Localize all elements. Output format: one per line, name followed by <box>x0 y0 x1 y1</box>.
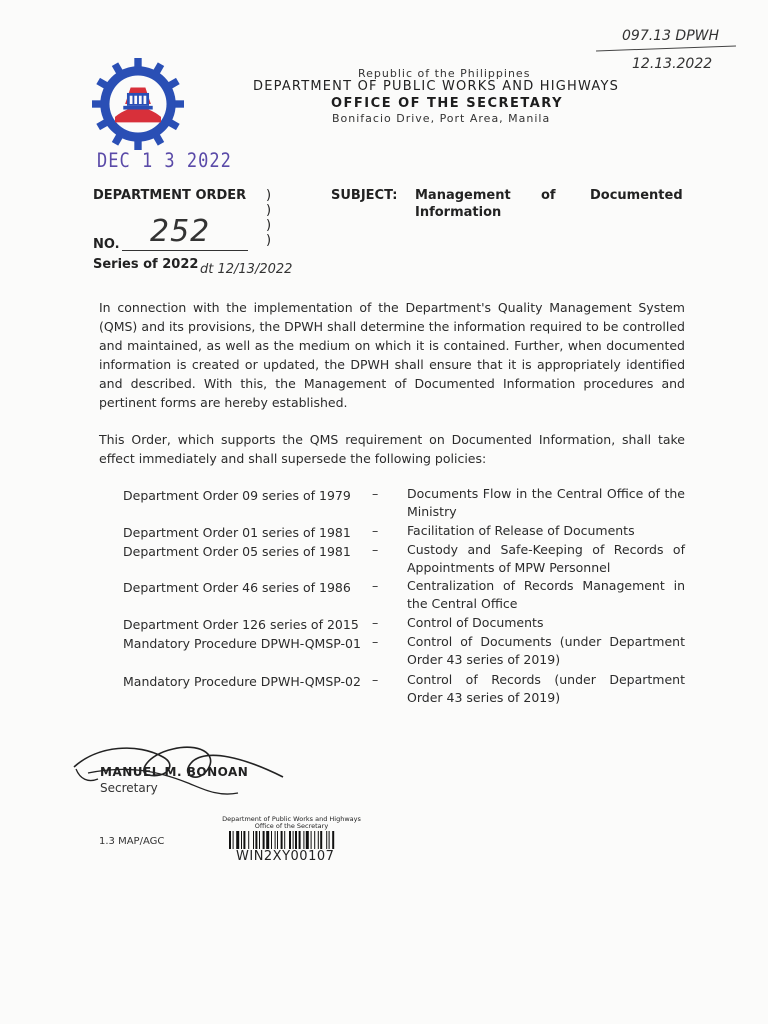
policy-title: Control of Documents <box>407 615 544 630</box>
department-heading: DEPARTMENT OF PUBLIC WORKS AND HIGHWAYS <box>253 79 620 94</box>
address-line: Bonifacio Drive, Port Area, Manila <box>332 112 551 125</box>
policy-dash: – <box>372 486 379 501</box>
subject-label: SUBJECT: <box>331 188 398 203</box>
policy-reference: Department Order 09 series of 1979 <box>123 488 351 503</box>
policy-dash: – <box>372 672 379 687</box>
handwritten-underline <box>596 46 736 52</box>
policy-dash: – <box>372 542 379 557</box>
policy-title: Documents Flow in the Central Office of the Ministry <box>407 486 685 519</box>
body-paragraph: This Order, which supports the QMS requirement on Documented Information, shall take effect immediately and shall supersede the following policies: <box>99 432 685 466</box>
handwritten-date: 12.13.2022 <box>632 56 713 72</box>
barcode-id: WIN2XY00107 <box>236 849 335 864</box>
policy-reference: Mandatory Procedure DPWH-QMSP-02 <box>123 674 361 689</box>
barcode-image <box>229 831 367 849</box>
order-number-label: NO. <box>93 237 120 252</box>
policy-title: Facilitation of Release of Documents <box>407 523 635 538</box>
series-label: Series of 2022 <box>93 257 199 272</box>
policy-dash: – <box>372 634 379 649</box>
policy-reference: Department Order 46 series of 1986 <box>123 580 351 595</box>
order-number-underline <box>122 250 248 251</box>
barcode-caption: Office of the Secretary <box>254 822 329 830</box>
body-paragraph: In connection with the implementation of the Department's Quality Management System (QMS) and its provisions, the DPWH shall determine the information required to be controlled and maintained, as well as the medium on which it is contained. Further, when documented information is created or updated, the DPWH shall ensure that it is appropriately identified and described. With this, the Management of Documented Information procedures and pertinent forms are hereby established. <box>99 300 685 410</box>
republic-heading: Republic of the Philippines <box>358 67 531 80</box>
policy-reference: Mandatory Procedure DPWH-QMSP-01 <box>123 636 361 651</box>
subject-word: Documented <box>590 188 683 203</box>
order-brackets: ) ) ) ) <box>266 188 272 248</box>
order-number-value: 252 <box>150 214 211 249</box>
subject-word: Information <box>415 205 502 220</box>
signatory-title: Secretary <box>100 781 158 795</box>
handwritten-reference: 097.13 DPWH <box>622 28 720 44</box>
policy-reference: Department Order 126 series of 2015 <box>123 617 359 632</box>
reference-code: 1.3 MAP/AGC <box>99 836 165 847</box>
date-stamp: DEC 1 3 2022 <box>97 149 232 173</box>
policy-reference: Department Order 01 series of 1981 <box>123 525 351 540</box>
barcode-caption: Department of Public Works and Highways <box>222 815 361 823</box>
policy-dash: – <box>372 523 379 538</box>
policy-title: Control of Records (under Department Order 43 series of 2019) <box>407 672 685 705</box>
handwritten-series-date: dt 12/13/2022 <box>200 262 293 277</box>
subject-word: Management <box>415 188 511 203</box>
policy-title: Centralization of Records Management in the Central Office <box>407 578 685 611</box>
dpwh-seal-logo <box>92 58 184 150</box>
department-order-label: DEPARTMENT ORDER <box>93 188 247 203</box>
policy-dash: – <box>372 578 379 593</box>
office-heading: OFFICE OF THE SECRETARY <box>331 96 564 111</box>
policy-reference: Department Order 05 series of 1981 <box>123 544 351 559</box>
policy-title: Control of Documents (under Department Order 43 series of 2019) <box>407 634 685 667</box>
policy-dash: – <box>372 615 379 630</box>
subject-word: of <box>541 188 556 203</box>
policy-title: Custody and Safe-Keeping of Records of Appointments of MPW Personnel <box>407 542 685 575</box>
signatory-name: MANUEL M. BONOAN <box>100 765 249 779</box>
